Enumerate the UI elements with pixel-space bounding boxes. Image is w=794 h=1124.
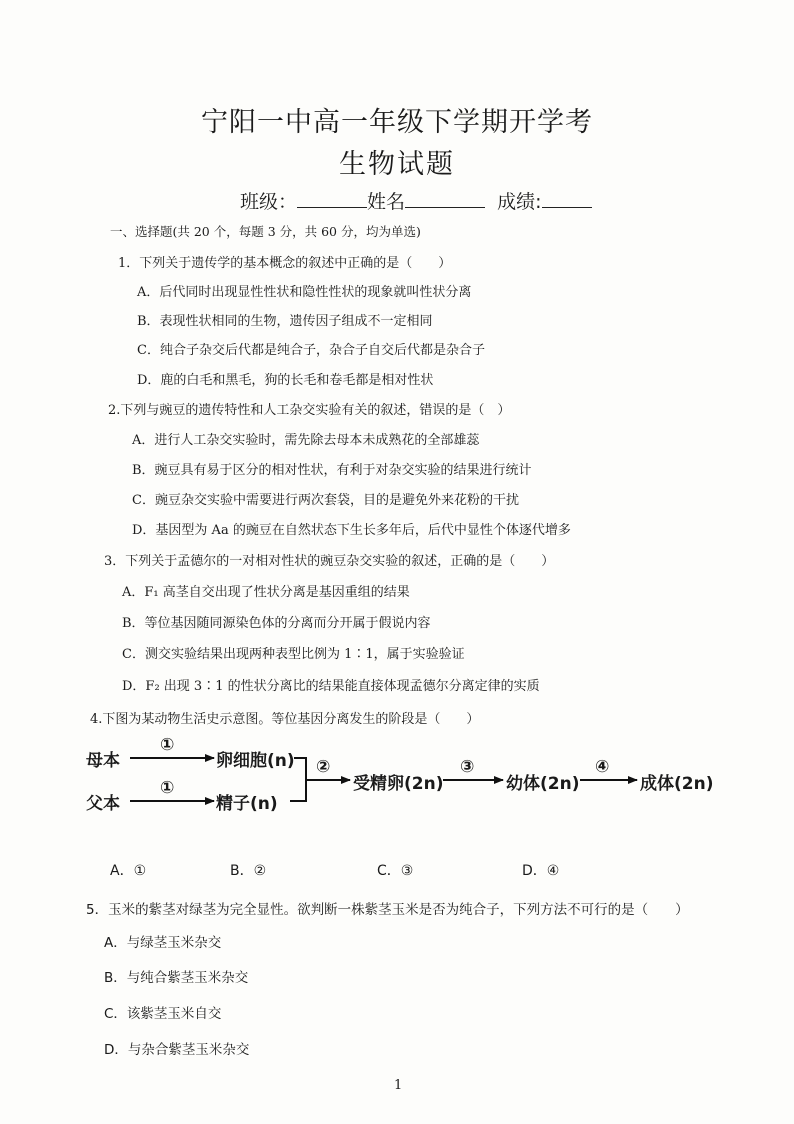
question-1-option-a: A．后代同时出现显性性状和隐性性状的现象就叫性状分离 (137, 285, 472, 300)
question-5-option-a: A．与绿茎玉米杂交 (104, 935, 222, 951)
question-2-option-c: C．豌豆杂交实验中需要进行两次套袋，目的是避免外来花粉的干扰 (132, 493, 519, 508)
question-1-option-b: B．表现性状相同的生物，遗传因子组成不一定相同 (137, 314, 433, 329)
question-4-option-c: C．③ (377, 863, 414, 879)
class-blank[interactable] (297, 189, 367, 208)
question-5-stem: 5．玉米的紫茎对绿茎为完全显性。欲判断一株紫茎玉米是否为纯合子，下列方法不可行的是（ ） (86, 902, 689, 918)
question-3-stem: 3．下列关于孟德尔的一对相对性状的豌豆杂交实验的叙述，正确的是（ ） (104, 554, 555, 569)
section-title: 一、选择题(共 20 个，每题 3 分，共 60 分，均为单选) (110, 224, 421, 239)
exam-title: 宁阳一中高一年级下学期开学考 (201, 107, 593, 138)
question-2-option-d: D．基因型为 Aa 的豌豆在自然状态下生长多年后，后代中显性个体逐代增多 (132, 523, 571, 538)
life-cycle-diagram (80, 735, 740, 815)
question-2-option-a: A．进行人工杂交实验时，需先除去母本未成熟花的全部雄蕊 (132, 433, 480, 448)
sperm-label: 精子(n) (216, 794, 278, 814)
question-1-option-c: C．纯合子杂交后代都是纯合子，杂合子自交后代都是杂合子 (137, 343, 485, 358)
exam-subtitle: 生物试题 (339, 149, 455, 180)
question-2-stem: 2.下列与豌豆的遗传特性和人工杂交实验有关的叙述，错误的是（ ） (108, 403, 511, 418)
step-1-marker-bottom: ① (160, 778, 175, 798)
question-5-option-d: D．与杂合紫茎玉米杂交 (104, 1042, 250, 1058)
name-label: 姓名 (367, 191, 406, 213)
question-4-option-a: A．① (110, 863, 147, 879)
question-4-option-b: B．② (230, 863, 267, 879)
score-blank[interactable] (542, 189, 592, 208)
step-3-marker: ③ (460, 757, 475, 777)
question-3-option-d: D．F₂ 出现 3∶1 的性状分离比的结果能直接体现孟德尔分离定律的实质 (122, 679, 540, 694)
question-4-stem: 4.下图为某动物生活史示意图。等位基因分离发生的阶段是（ ） (90, 712, 480, 727)
mother-label: 母本 (86, 751, 120, 771)
zygote-label: 受精卵(2n) (353, 774, 444, 794)
question-3-option-b: B．等位基因随同源染色体的分离而分开属于假说内容 (122, 616, 431, 631)
question-5-option-b: B．与纯合紫茎玉米杂交 (104, 970, 249, 986)
father-label: 父本 (86, 794, 120, 814)
question-4-option-d: D．④ (522, 863, 560, 879)
class-label: 班级： (240, 191, 298, 213)
adult-label: 成体(2n) (640, 774, 714, 794)
question-5-option-c: C．该紫茎玉米自交 (104, 1006, 222, 1022)
score-label: 成绩: (497, 191, 542, 213)
step-1-marker-top: ① (160, 735, 175, 755)
egg-label: 卵细胞(n) (216, 751, 295, 771)
question-1-option-d: D．鹿的白毛和黑毛，狗的长毛和卷毛都是相对性状 (137, 373, 434, 388)
question-1-stem: 1．下列关于遗传学的基本概念的叙述中正确的是（ ） (118, 256, 452, 271)
name-blank[interactable] (405, 189, 485, 208)
student-info-line (240, 187, 592, 214)
question-3-option-a: A．F₁ 高茎自交出现了性状分离是基因重组的结果 (122, 585, 410, 600)
step-4-marker: ④ (595, 757, 610, 777)
juvenile-label: 幼体(2n) (506, 774, 580, 794)
question-3-option-c: C．测交实验结果出现两种表型比例为 1∶1，属于实验验证 (122, 647, 465, 662)
page-number: 1 (394, 1078, 403, 1093)
step-2-marker: ② (316, 757, 331, 777)
question-2-option-b: B．豌豆具有易于区分的相对性状，有利于对杂交实验的结果进行统计 (132, 463, 532, 478)
